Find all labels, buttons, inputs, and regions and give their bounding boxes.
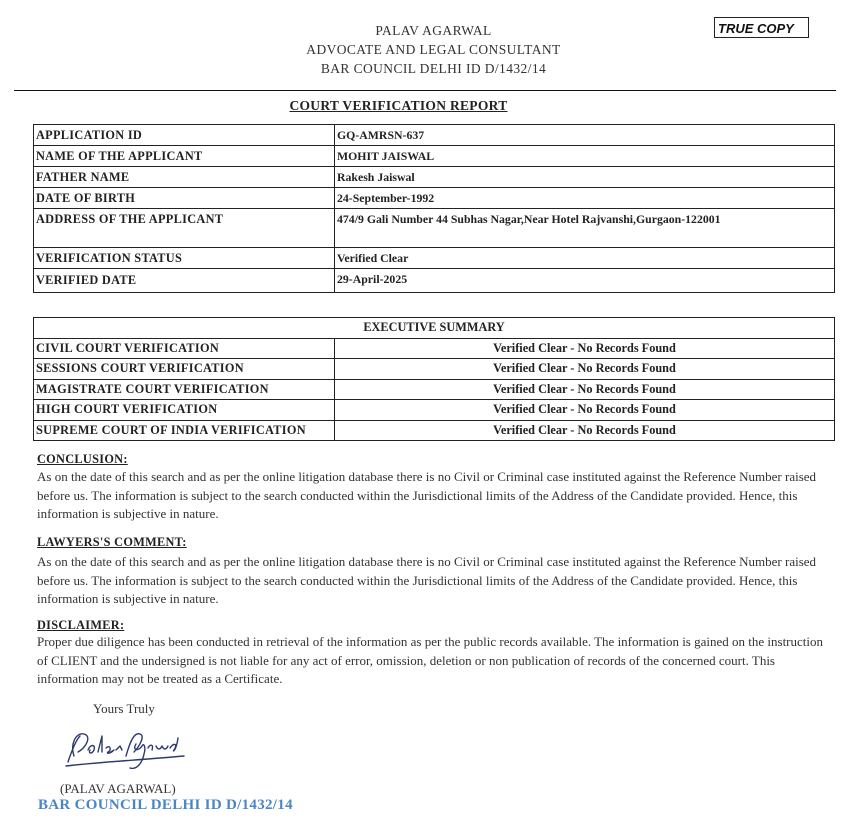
table-row <box>34 188 835 209</box>
conclusion-heading: CONCLUSION: <box>37 452 128 466</box>
row-label: DATE OF BIRTH <box>34 188 335 209</box>
court-label: HIGH COURT VERIFICATION <box>34 400 335 421</box>
row-value: 29-April-2025 <box>335 269 835 293</box>
executive-summary-table <box>33 317 835 441</box>
table-row <box>34 359 835 380</box>
signatory-name: (PALAV AGARWAL) <box>60 781 176 796</box>
court-status: Verified Clear - No Records Found <box>335 420 835 441</box>
court-label: MAGISTRATE COURT VERIFICATION <box>34 379 335 400</box>
table-row <box>34 400 835 421</box>
row-value: 24-September-1992 <box>335 188 835 209</box>
table-row <box>34 209 835 248</box>
table-row <box>34 146 835 167</box>
row-value: Verified Clear <box>335 248 835 269</box>
table-row <box>34 269 835 293</box>
court-status: Verified Clear - No Records Found <box>335 359 835 380</box>
lawyers-comment-text: As on the date of this search and as per the online litigation database there is no Civil or Criminal case instituted against the Reference Number raised before us. The information is subject to the search conducted within the Jurisdictional limits of the Address of the Candidate provided. Hence, this information is subjective in nature. <box>37 554 817 606</box>
signature-image <box>60 722 190 778</box>
row-label: VERIFIED DATE <box>34 269 335 293</box>
advocate-title: ADVOCATE AND LEGAL CONSULTANT <box>306 42 561 57</box>
row-value: GQ-AMRSN-637 <box>335 125 835 146</box>
row-value: 474/9 Gali Number 44 Subhas Nagar,Near Hotel Rajvanshi,Gurgaon-122001 <box>335 209 835 248</box>
table-row <box>34 318 835 339</box>
court-status: Verified Clear - No Records Found <box>335 379 835 400</box>
true-copy-stamp: TRUE COPY <box>714 17 809 38</box>
row-value: Rakesh Jaiswal <box>335 167 835 188</box>
disclaimer-text: Proper due diligence has been conducted in retrieval of the information as per the public records available. The information is gained on the instruction of CLIENT and the undersigned is not liable for any act of error, omission, deletion or non publication of records of the concerned court. This information may not be treated as a Certificate. <box>37 634 824 686</box>
row-value: MOHIT JAISWAL <box>335 146 835 167</box>
table-row <box>34 379 835 400</box>
row-label: APPLICATION ID <box>34 125 335 146</box>
disclaimer-heading: DISCLAIMER: <box>37 618 125 632</box>
report-title: COURT VERIFICATION REPORT <box>289 98 508 113</box>
header-divider <box>14 90 836 91</box>
court-label: SESSIONS COURT VERIFICATION <box>34 359 335 380</box>
table-row <box>34 248 835 269</box>
header-bar-id: BAR COUNCIL DELHI ID D/1432/14 <box>320 61 547 76</box>
court-status: Verified Clear - No Records Found <box>335 400 835 421</box>
court-label: SUPREME COURT OF INDIA VERIFICATION <box>34 420 335 441</box>
court-status: Verified Clear - No Records Found <box>335 338 835 359</box>
row-label: ADDRESS OF THE APPLICANT <box>34 209 335 248</box>
row-label: VERIFICATION STATUS <box>34 248 335 269</box>
lawyers-comment-heading: LAWYERS'S COMMENT: <box>37 535 187 549</box>
table-row <box>34 420 835 441</box>
table-row <box>34 338 835 359</box>
summary-heading: EXECUTIVE SUMMARY <box>34 318 835 339</box>
table-row <box>34 167 835 188</box>
row-label: NAME OF THE APPLICANT <box>34 146 335 167</box>
footer-bar-id: BAR COUNCIL DELHI ID D/1432/14 <box>38 797 293 813</box>
salutation: Yours Truly <box>93 701 155 716</box>
applicant-details-table <box>33 124 835 293</box>
court-label: CIVIL COURT VERIFICATION <box>34 338 335 359</box>
conclusion-text: As on the date of this search and as per the online litigation database there is no Civil or Criminal case instituted against the Reference Number raised before us. The information is subject to the search conducted within the Jurisdictional limits of the Address of the Candidate provided. Hence, this information is subjective in nature. <box>37 469 817 521</box>
table-row <box>34 125 835 146</box>
advocate-name: PALAV AGARWAL <box>375 23 492 38</box>
row-label: FATHER NAME <box>34 167 335 188</box>
